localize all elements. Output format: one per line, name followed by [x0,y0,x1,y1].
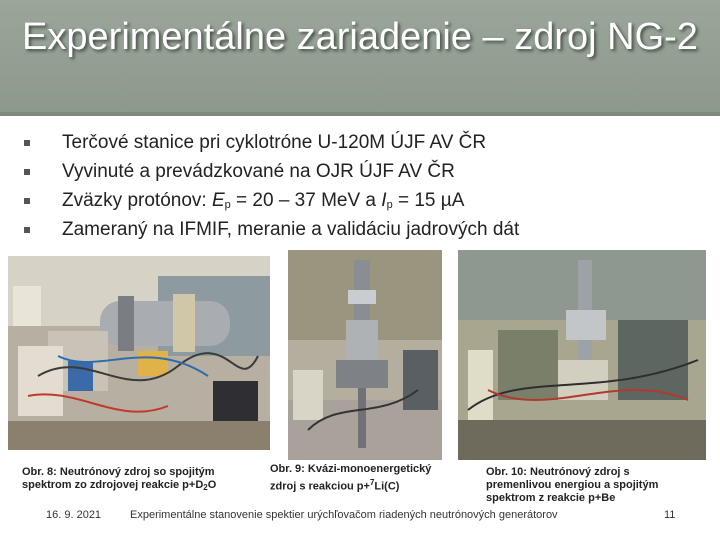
figure-caption-9: Obr. 9: Kvázi-monoenergetický zdroj s reakciou p+$^7$Li(C) [270,463,432,493]
footer-text: Experimentálne stanovenie spektier urýchľovačom riadených neutrónových generátorov [130,509,558,521]
slide-title: Experimentálne zariadenie – zdroj NG-2 [22,16,698,58]
bullet-item: Zväzky protónov: $E_p = 20 - 37$ MeV a $I_p = 15$ µA [24,186,704,215]
photo-cyclotron-target-station-1 [8,256,270,450]
footer-date: 16. 9. 2021 [46,509,102,521]
photo-cyclotron-target-station-2 [288,250,442,460]
bullet-item: Vyvinuté a prevádzkované na OJR ÚJF AV ČR [24,157,704,186]
title-bar [0,0,720,116]
bullet-square-icon [24,169,30,175]
bullet-item: Terčové stanice pri cyklotróne U-120M ÚJF AV ČR [24,128,704,157]
page-number: 11 [664,509,676,521]
bullet-list [24,128,704,244]
bullet-square-icon [24,140,30,146]
photo-cyclotron-target-station-3 [458,250,706,460]
bullet-square-icon [24,227,30,233]
figure-caption-10: Obr. 10: Neutrónový zdroj s premenlivou energiou a spojitým spektrom z reakcie p+Be [486,466,659,504]
bullet-square-icon [24,198,30,204]
figure-caption-8: Obr. 8: Neutrónový zdroj so spojitým spektrom zo zdrojovej reakcie $p+D_2O$ [22,466,217,492]
bullet-item: Zameraný na IFMIF, meranie a validáciu jadrových dát [24,215,704,244]
